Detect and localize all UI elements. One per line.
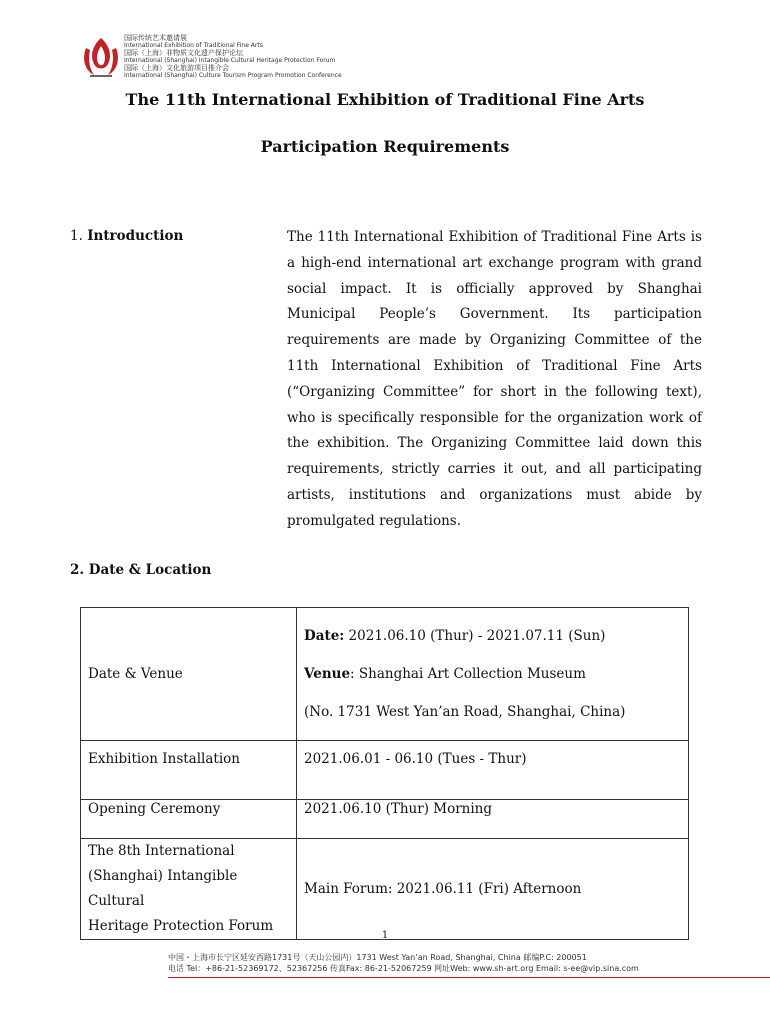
table-cell-value: 2021.06.01 - 06.10 (Tues - Thur) xyxy=(297,741,689,800)
venue-address: (No. 1731 West Yan’an Road, Shanghai, China) xyxy=(304,703,626,720)
footer-rule xyxy=(168,977,770,978)
logo-line: International Exhibition of Traditional Fine Arts xyxy=(124,42,263,49)
footer-contact xyxy=(168,952,768,974)
venue-label: Venue xyxy=(304,665,351,682)
venue-value: : Shanghai Art Collection Museum xyxy=(350,665,586,682)
logo-line: International (Shanghai) Intangible Cultural Heritage Protection Forum xyxy=(124,57,336,65)
section-heading-date-location xyxy=(70,562,211,578)
section-heading-introduction xyxy=(70,228,183,244)
introduction-paragraph: The 11th International Exhibition of Traditional Fine Arts is a high-end international art exchange program with grand social impact. It is officially approved by Shanghai Municipal People’s Government. Its participation requirements are made by Organizing Committee of the 11th International Exhibition of Traditional Fine Arts (“Organizing Committee” for short in the following text), who is specifically responsible for the organization work of the exhibition. The Organizing Committee laid down this requirements, strictly carries it out, and all participating artists, institutions and organizations must abide by promulgated regulations. xyxy=(287,229,702,529)
logo-text-block xyxy=(124,34,342,80)
venue-line xyxy=(304,665,681,684)
section-heading-text: 2. Date & Location xyxy=(70,562,212,578)
date-label: Date: xyxy=(304,627,345,644)
footer-address: 中国・上海市长宁区延安西路1731号（天山公园内）1731 West Yan’an Road, Shanghai, China 邮编P.C: 200051 xyxy=(168,953,587,962)
table-cell-label xyxy=(81,608,297,741)
logo-line: 国际（上海）非物质文化遗产保护论坛 xyxy=(124,49,243,58)
logo-line: 国际（上海）文化旅游项目推介会 xyxy=(124,64,229,73)
table-cell-value: 2021.06.10 (Thur) Morning xyxy=(297,800,689,839)
document-subtitle: Participation Requirements xyxy=(260,137,510,156)
date-location-table xyxy=(80,607,689,940)
table-cell-label: Opening Ceremony xyxy=(81,800,297,839)
table-row xyxy=(81,741,689,800)
footer-phone-web: 电话 Tel：+86-21-52369172、52367256 传真Fax: 86-21-52067259 网址Web: www.sh-art.org Email: s-ee@vip.sina.com xyxy=(168,964,639,973)
section-number: 1. xyxy=(70,228,83,244)
table-cell-value xyxy=(297,608,689,741)
table-row xyxy=(81,839,689,940)
table-row xyxy=(81,800,689,839)
section-heading-text: Introduction xyxy=(87,228,184,244)
page-number: 1 xyxy=(381,930,389,941)
document-title: The 11th International Exhibition of Traditional Fine Arts xyxy=(125,90,645,109)
table-row xyxy=(81,608,689,741)
cell-text: The 8th International xyxy=(88,843,235,859)
table-cell-label: Exhibition Installation xyxy=(81,741,297,800)
cell-text: (Shanghai) Intangible Cultural xyxy=(88,868,238,909)
organization-logo xyxy=(78,34,124,80)
table-cell-value: Main Forum: 2021.06.11 (Fri) Afternoon xyxy=(297,839,689,940)
table-cell-label xyxy=(81,839,297,940)
date-value: 2021.06.10 (Thur) - 2021.07.11 (Sun) xyxy=(344,627,606,644)
date-line xyxy=(304,627,681,646)
cell-text: Date & Venue xyxy=(88,666,183,682)
cell-text: Heritage Protection Forum xyxy=(88,918,274,934)
logo-line: 国际传统艺术邀请展 xyxy=(124,34,187,42)
logo-line: International (Shanghai) Culture Tourism Program Promotion Conference xyxy=(124,72,342,80)
